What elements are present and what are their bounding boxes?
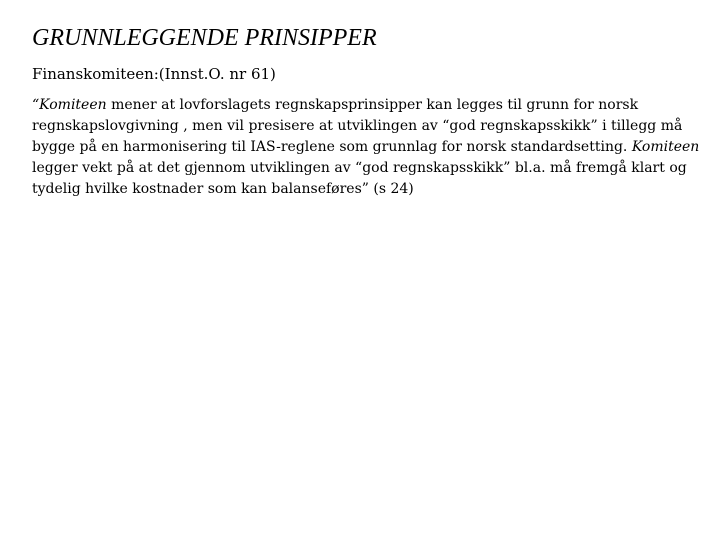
quote-line-4: legger vekt på at det gjennom utviklingen av “god regnskapsskikk” bl.a. må fremgå klart og <box>32 160 687 176</box>
quote-emphasis-komiteen-2: Komiteen <box>631 139 700 155</box>
quote-line-3-text: bygge på en harmonisering til IAS-reglene som grunnlag for norsk standardsetting. <box>32 139 632 155</box>
quote-line-3 <box>32 137 712 158</box>
quote-line-1 <box>32 95 712 116</box>
quote-line-2: regnskapslovgivning , men vil presisere at utviklingen av “god regnskapsskikk” i tillegg må <box>32 118 683 134</box>
quote-emphasis-komiteen: “Komiteen <box>32 97 112 113</box>
quote-line-5: tydelig hvilke kostnader som kan balanseføres” (s 24) <box>32 181 414 197</box>
slide-title: GRUNNLEGGENDE PRINSIPPER <box>32 25 377 51</box>
quote-paragraph <box>32 95 712 200</box>
quote-line-1-text: mener at lovforslagets regnskapsprinsipper kan legges til grunn for norsk <box>111 97 639 113</box>
slide-subtitle: Finanskomiteen:(Innst.O. nr 61) <box>32 65 276 83</box>
